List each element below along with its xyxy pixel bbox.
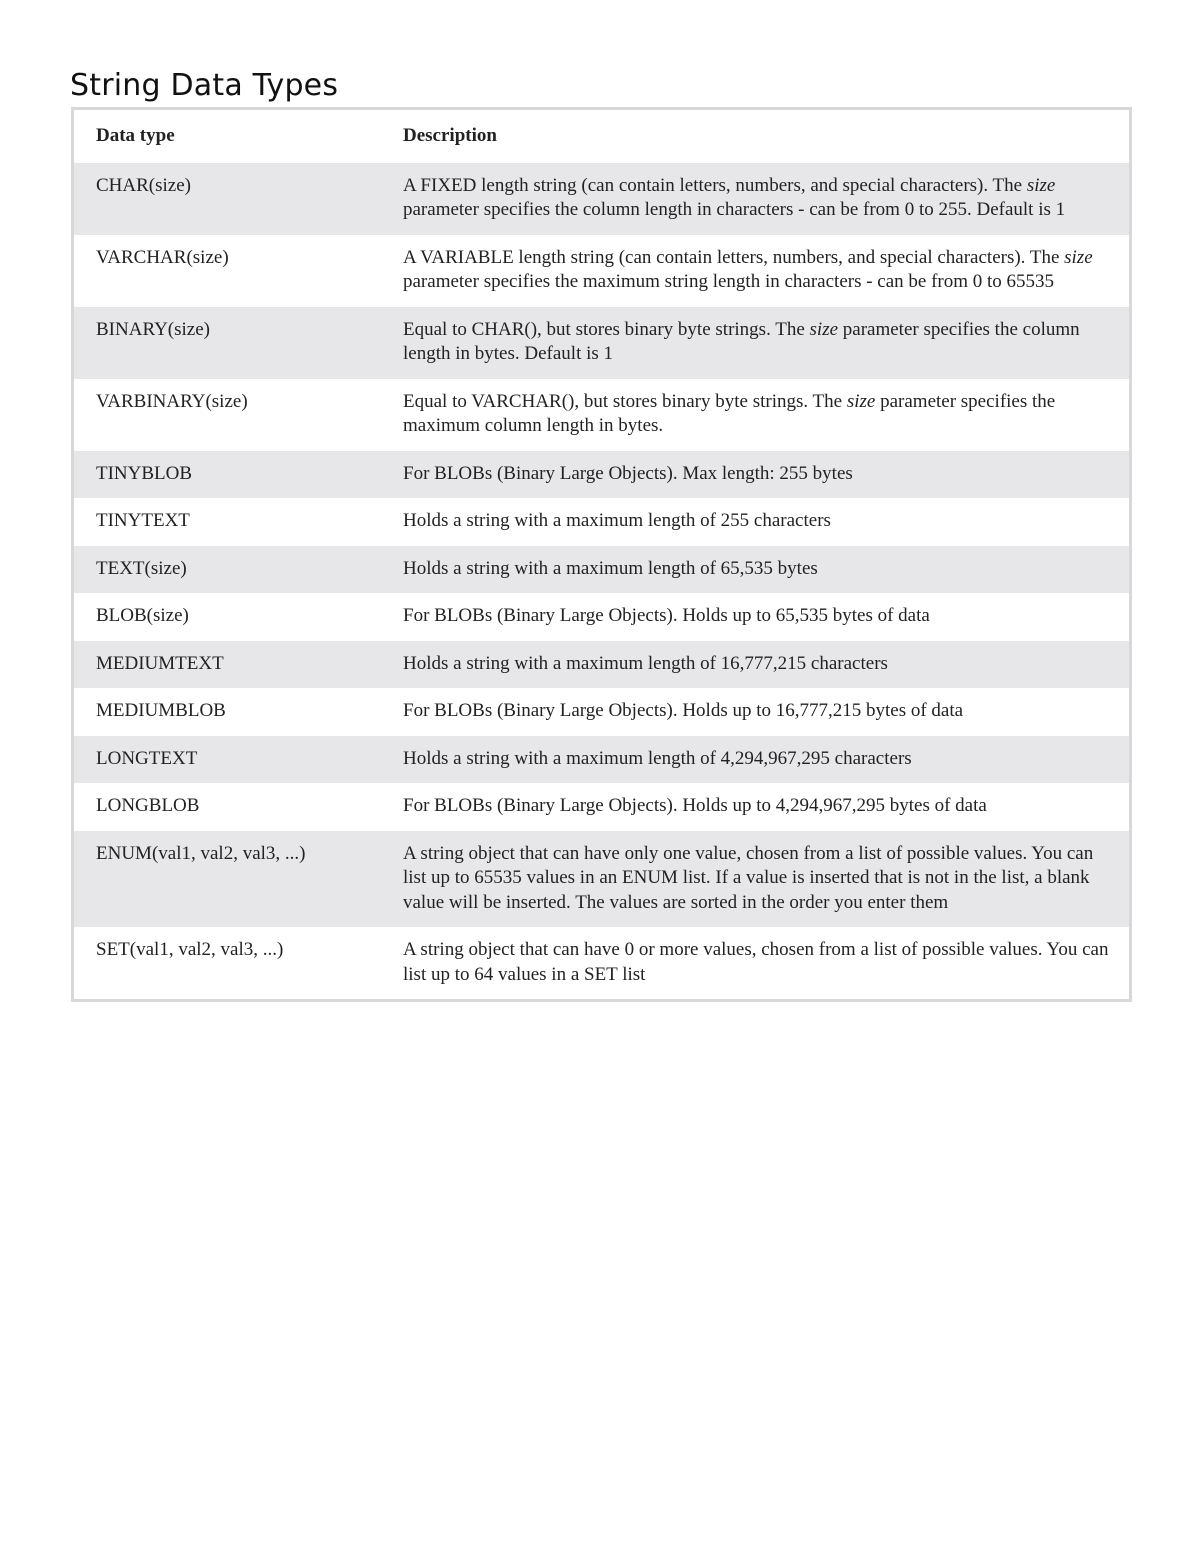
table-body: [74, 163, 1129, 1000]
description-text: parameter specifies the maximum string length in characters - can be from 0 to 65535: [403, 271, 1055, 292]
data-type-cell: LONGTEXT: [96, 747, 198, 769]
table-row: [74, 783, 1129, 831]
data-type-cell: TEXT(size): [96, 557, 187, 579]
table-row: [74, 451, 1129, 499]
description-cell: [379, 593, 1129, 641]
table-row: [74, 163, 1129, 235]
table-row: [74, 235, 1129, 307]
description-text: For BLOBs (Binary Large Objects). Holds up to 16,777,215 bytes of data: [403, 700, 964, 721]
data-type-cell: CHAR(size): [96, 174, 191, 196]
description-cell: [379, 498, 1129, 546]
data-type-cell: SET(val1, val2, val3, ...): [96, 939, 284, 960]
data-type-cell: MEDIUMBLOB: [96, 700, 226, 721]
table-header-row: [74, 110, 1129, 163]
description-cell: [379, 307, 1129, 379]
description-cell: [379, 451, 1129, 499]
data-type-cell: BLOB(size): [96, 605, 189, 626]
description-text: parameter specifies the maximum column length in bytes.: [403, 390, 1056, 436]
description-text: A VARIABLE length string (can contain letters, numbers, and special characters). The: [403, 246, 1065, 268]
data-type-cell: TINYBLOB: [96, 462, 193, 484]
table-row: [74, 927, 1129, 999]
table-row: [74, 546, 1129, 594]
description-cell: [379, 235, 1129, 307]
description-text: parameter specifies the column length in characters - can be from 0 to 255. Default is 1: [403, 199, 1066, 220]
description-text: Holds a string with a maximum length of 65,535 bytes: [403, 557, 818, 579]
table-row: [74, 593, 1129, 641]
table-row: [74, 307, 1129, 379]
data-type-cell: TINYTEXT: [96, 510, 190, 531]
description-text: For BLOBs (Binary Large Objects). Max length: 255 bytes: [403, 462, 853, 484]
data-type-cell: ENUM(val1, val2, val3, ...): [96, 842, 306, 864]
description-emphasis: size: [1026, 174, 1056, 196]
description-cell: [379, 927, 1129, 999]
description-cell: [379, 783, 1129, 831]
description-emphasis: size: [846, 390, 876, 412]
description-cell: [379, 546, 1129, 594]
description-emphasis: size: [1064, 246, 1093, 268]
table-row: [74, 641, 1129, 689]
data-type-cell: LONGBLOB: [96, 795, 200, 816]
description-text: A FIXED length string (can contain letters, numbers, and special characters). The: [403, 174, 1027, 196]
table-row: [74, 688, 1129, 736]
description-text: For BLOBs (Binary Large Objects). Holds up to 4,294,967,295 bytes of data: [403, 795, 987, 816]
description-cell: [379, 379, 1129, 451]
table-row: [74, 379, 1129, 451]
table-row: [74, 736, 1129, 784]
description-cell: [379, 688, 1129, 736]
description-text: Holds a string with a maximum length of 4,294,967,295 characters: [403, 747, 912, 769]
description-text: A string object that can have only one value, chosen from a list of possible values. You can list up to 65535 values in an ENUM list. If a value is inserted that is not in the list, a blank value will be inserted. The values are sorted in the order you enter them: [403, 842, 1094, 913]
data-types-table: [71, 107, 1132, 1002]
description-cell: [379, 163, 1129, 235]
description-cell: [379, 641, 1129, 689]
description-text: parameter specifies the column length in bytes. Default is 1: [403, 318, 1080, 364]
page-title: String Data Types: [70, 68, 339, 103]
description-emphasis: size: [809, 318, 839, 340]
data-type-cell: VARBINARY(size): [96, 390, 248, 412]
description-text: A string object that can have 0 or more values, chosen from a list of possible values. You can list up to 64 values in a SET list: [403, 939, 1109, 985]
data-type-cell: VARCHAR(size): [96, 246, 229, 268]
column-header-description: Description: [403, 125, 497, 146]
description-cell: [379, 831, 1129, 928]
data-type-cell: MEDIUMTEXT: [96, 652, 224, 674]
data-type-cell: BINARY(size): [96, 318, 210, 340]
column-header-data-type: Data type: [96, 125, 175, 146]
table-row: [74, 498, 1129, 546]
table-row: [74, 831, 1129, 928]
description-text: Equal to CHAR(), but stores binary byte strings. The: [403, 318, 810, 340]
description-text: Holds a string with a maximum length of 255 characters: [403, 510, 831, 531]
description-text: Equal to VARCHAR(), but stores binary byte strings. The: [403, 390, 847, 412]
description-cell: [379, 736, 1129, 784]
description-text: For BLOBs (Binary Large Objects). Holds up to 65,535 bytes of data: [403, 605, 930, 626]
description-text: Holds a string with a maximum length of 16,777,215 characters: [403, 652, 888, 674]
